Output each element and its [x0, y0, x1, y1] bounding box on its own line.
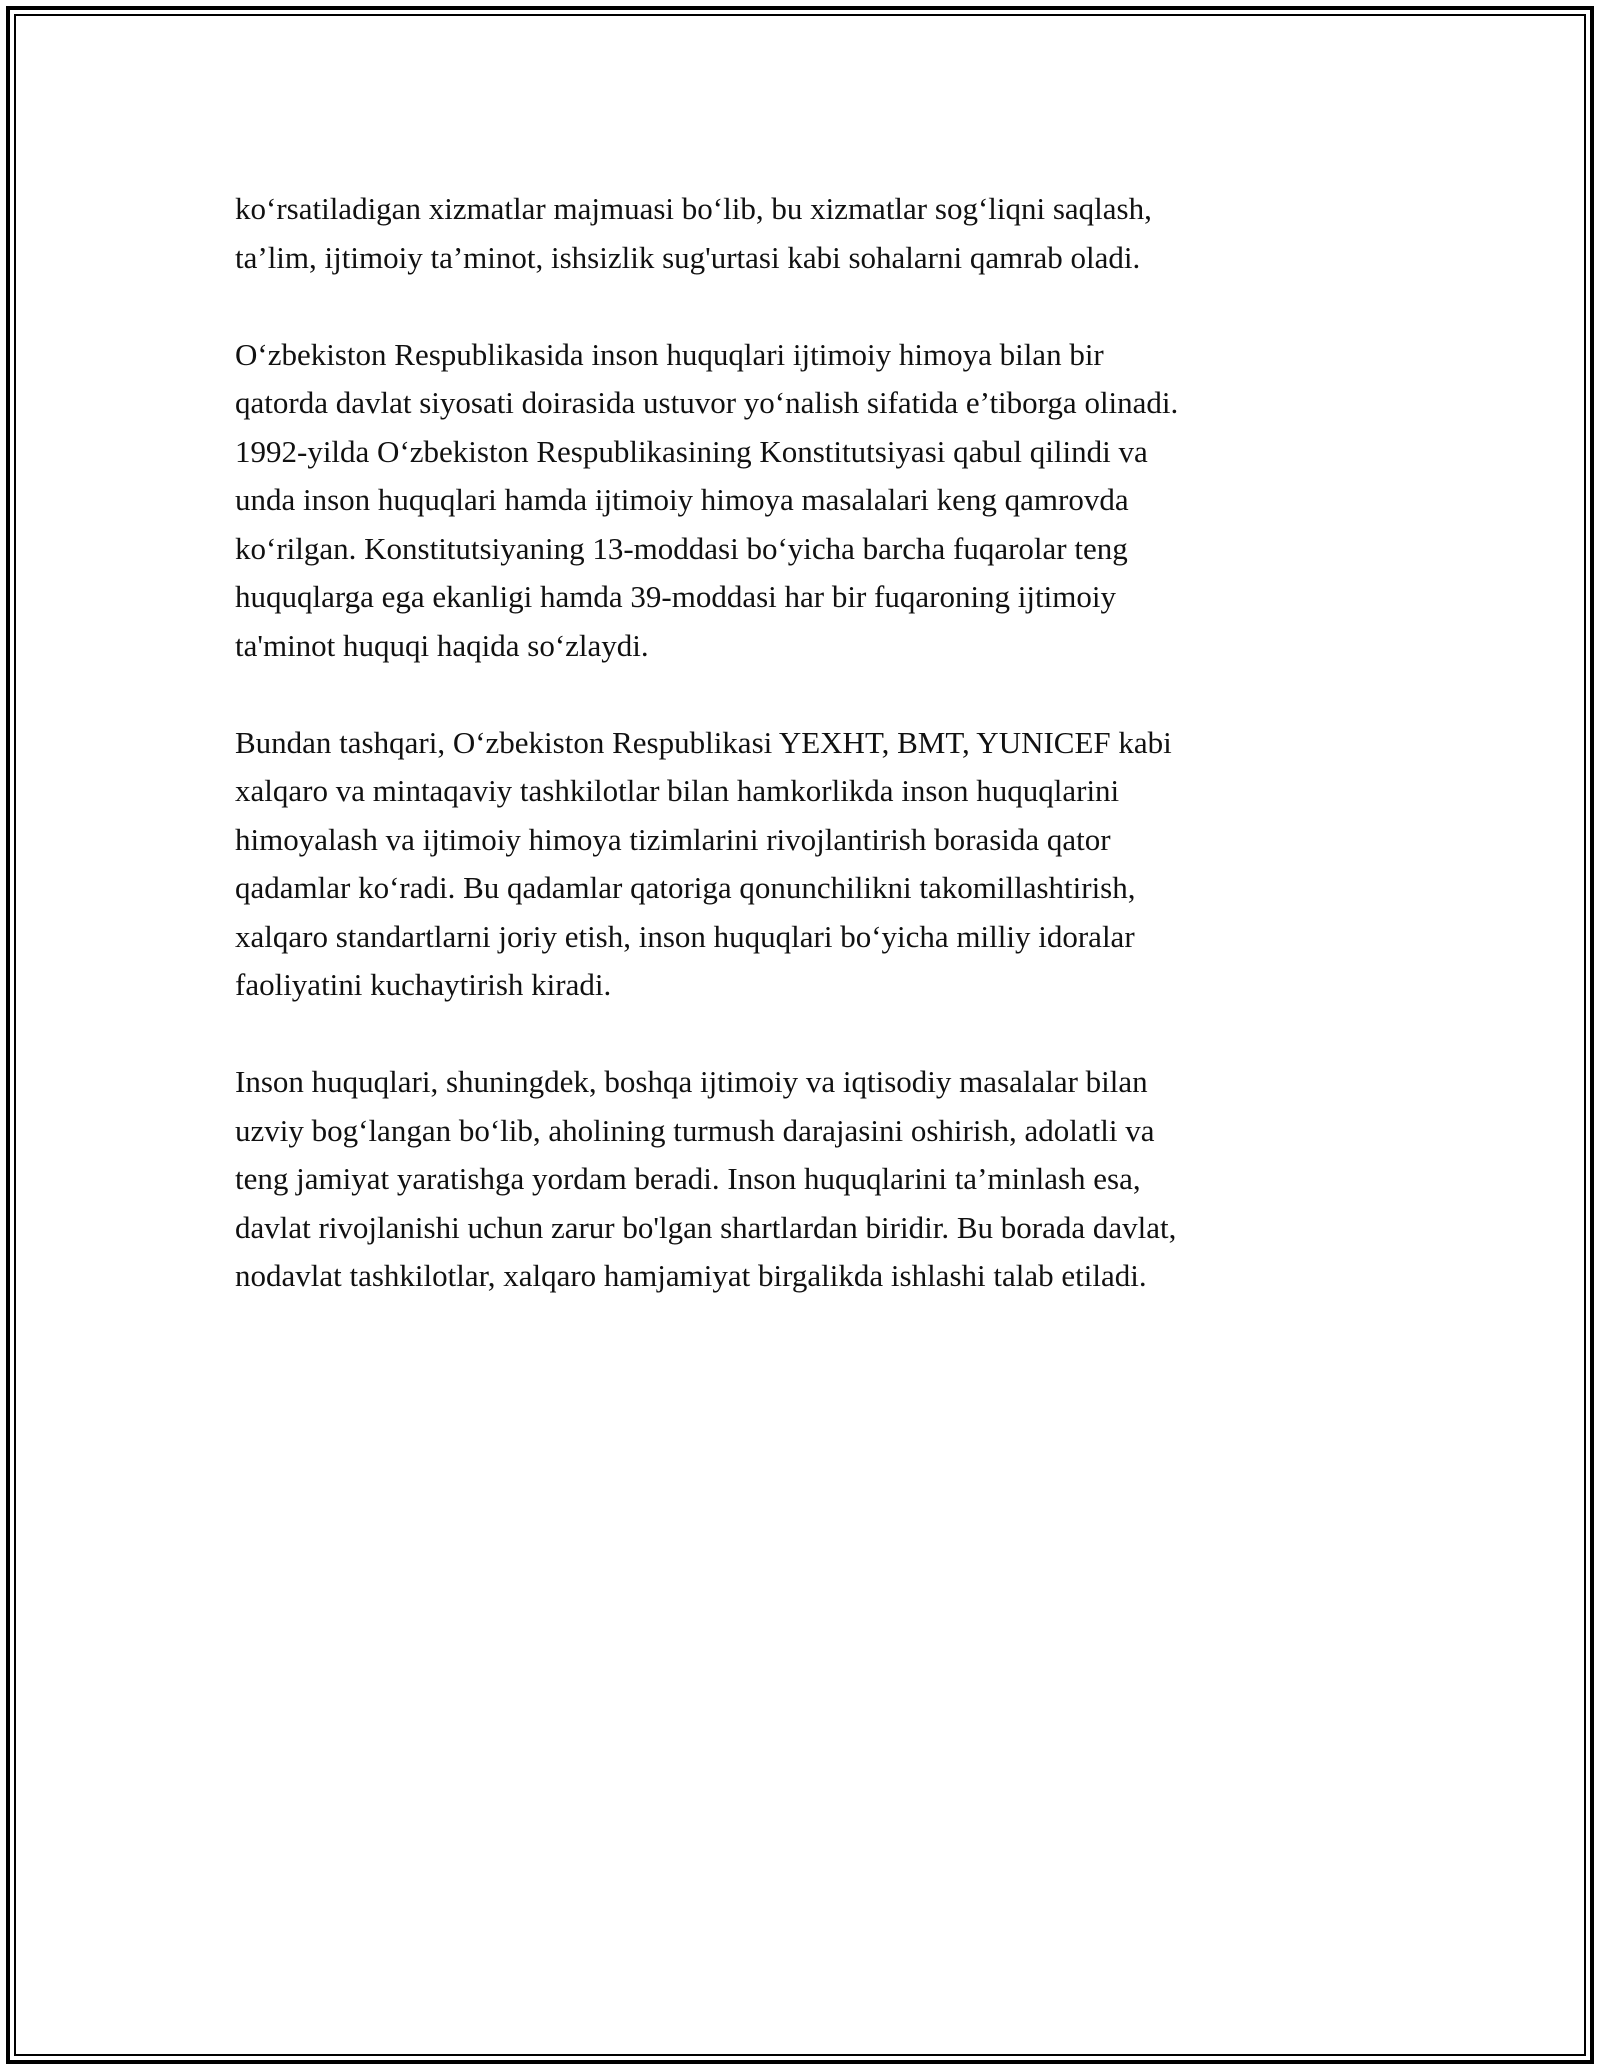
text-line: ko‘rsatiladigan xizmatlar majmuasi bo‘lib, bu xizmatlar sog‘liqni saqlash,	[235, 191, 1152, 226]
text-line: nodavlat tashkilotlar, xalqaro hamjamiyat birgalikda ishlashi talab etiladi.	[235, 1258, 1147, 1293]
text-line: O‘zbekiston Respublikasida inson huquqlari ijtimoiy himoya bilan bir	[235, 336, 1104, 372]
text-line: uzviy bog‘langan bo‘lib, aholining turmush darajasini oshirish, adolatli va	[235, 1112, 1155, 1148]
document-body	[235, 185, 1375, 1349]
text-line: qadamlar ko‘radi. Bu qadamlar qatoriga qonunchilikni takomillashtirish,	[235, 870, 1136, 905]
text-line: ko‘rilgan. Konstitutsiyaning 13-moddasi bo‘yicha barcha fuqarolar teng	[235, 530, 1128, 566]
paragraph	[235, 1058, 1375, 1301]
text-line: xalqaro va mintaqaviy tashkilotlar bilan hamkorlikda inson huquqlarini	[235, 773, 1120, 808]
text-line: qatorda davlat siyosati doirasida ustuvor yo‘nalish sifatida e’tiborga olinadi.	[235, 385, 1179, 420]
text-line: unda inson huquqlari hamda ijtimoiy himoya masalalari keng qamrovda	[235, 482, 1129, 517]
text-line: davlat rivojlanishi uchun zarur bo'lgan shartlardan biridir. Bu borada davlat,	[235, 1209, 1177, 1245]
text-line: huquqlarga ega ekanligi hamda 39-moddasi har bir fuqaroning ijtimoiy	[235, 579, 1116, 614]
paragraph	[235, 331, 1375, 671]
text-line: teng jamiyat yaratishga yordam beradi. Inson huquqlarini ta’minlash esa,	[235, 1161, 1141, 1196]
text-line: Inson huquqlari, shuningdek, boshqa ijtimoiy va iqtisodiy masalalar bilan	[235, 1064, 1148, 1099]
text-line: 1992-yilda O‘zbekiston Respublikasining Konstitutsiyasi qabul qilindi va	[235, 433, 1148, 469]
text-line: ta’lim, ijtimoiy ta’minot, ishsizlik sug'urtasi kabi sohalarni qamrab oladi.	[235, 239, 1141, 275]
text-line: Bundan tashqari, O‘zbekiston Respublikasi YEXHT, BMT, YUNICEF kabi	[235, 724, 1172, 760]
text-line: xalqaro standartlarni joriy etish, inson huquqlari bo‘yicha milliy idoralar	[235, 918, 1135, 954]
text-line: ta'minot huquqi haqida so‘zlaydi.	[235, 627, 649, 663]
text-line: himoyalash va ijtimoiy himoya tizimlarini rivojlantirish borasida qator	[235, 821, 1111, 857]
paragraph	[235, 719, 1375, 1010]
text-line: faoliyatini kuchaytirish kiradi.	[235, 967, 612, 1002]
paragraph	[235, 185, 1375, 282]
